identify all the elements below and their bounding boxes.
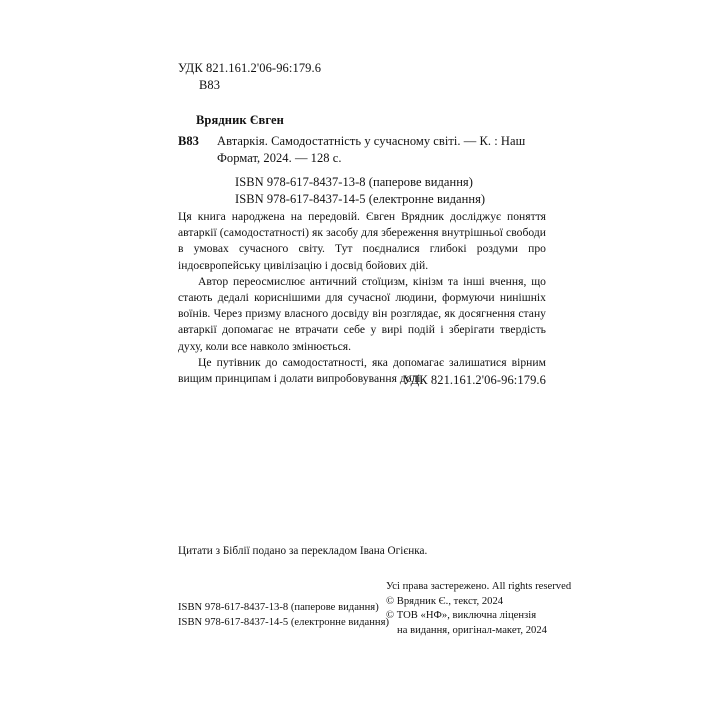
annotation-paragraph-2: Автор переосмислює античний стоїцизм, кінізм та інші вчення, що стають дедалі кориснішими для сучасної людини, формуючи нинішніх воїнів. Через призму власного досвіду він розглядає, як досягнення стану автаркії допомагає не втрачати себе у вирі подій і зберігати твердість духу, коли все навколо змінюється. <box>178 274 546 353</box>
udc-top-code: В83 <box>199 78 221 92</box>
annotation-text <box>178 209 546 387</box>
biblio-description: Автаркія. Самодостатність у сучасному світі. — К. : Наш Формат, 2024. — 128 с. <box>217 134 526 165</box>
bible-translation-note: Цитати з Біблії подано за перекладом Івана Огієнка. <box>178 545 428 557</box>
rights-reserved-line: Усі права застережено. All rights reserved <box>386 581 572 592</box>
copyright-publisher-line: © ТОВ «НФ», виключна ліцензія <box>386 610 537 621</box>
udc-bottom-code: УДК 821.161.2'06-96:179.6 <box>402 373 546 387</box>
footer-isbn-electronic: ISBN 978-617-8437-14-5 (електронне видання) <box>178 617 390 628</box>
biblio-isbn-electronic: ISBN 978-617-8437-14-5 (електронне видання) <box>235 192 486 206</box>
footer-isbn-print: ISBN 978-617-8437-13-8 (паперове видання) <box>178 602 379 613</box>
biblio-isbn-print: ISBN 978-617-8437-13-8 (паперове видання) <box>235 175 473 189</box>
udc-top-line: УДК 821.161.2'06-96:179.6 <box>178 61 322 75</box>
author-name: Врядник Євген <box>196 113 284 127</box>
copyright-author-line: © Врядник Є., текст, 2024 <box>386 595 504 607</box>
annotation-paragraph-3: Це путівник до самодостатності, яка допомагає залишатися вірним вищим принципам і долати випробовування долі. <box>178 355 546 386</box>
copyright-layout-line: на видання, оригінал-макет, 2024 <box>397 624 547 636</box>
udc-top-block <box>178 60 321 94</box>
copyright-block <box>386 580 571 638</box>
footer-isbn-block <box>178 600 389 630</box>
biblio-code: В83 <box>178 134 199 148</box>
annotation-paragraph-1: Ця книга народжена на передовій. Євген Врядник досліджує поняття автаркії (самодостатності) як засобу для збереження внутрішньої свободи в умовах сучасного світу. Тут поєдналися глибокі роздуми про індоєвропейську цивілізацію і досвід бойових дій. <box>178 210 546 272</box>
bibliographic-record <box>178 133 558 208</box>
